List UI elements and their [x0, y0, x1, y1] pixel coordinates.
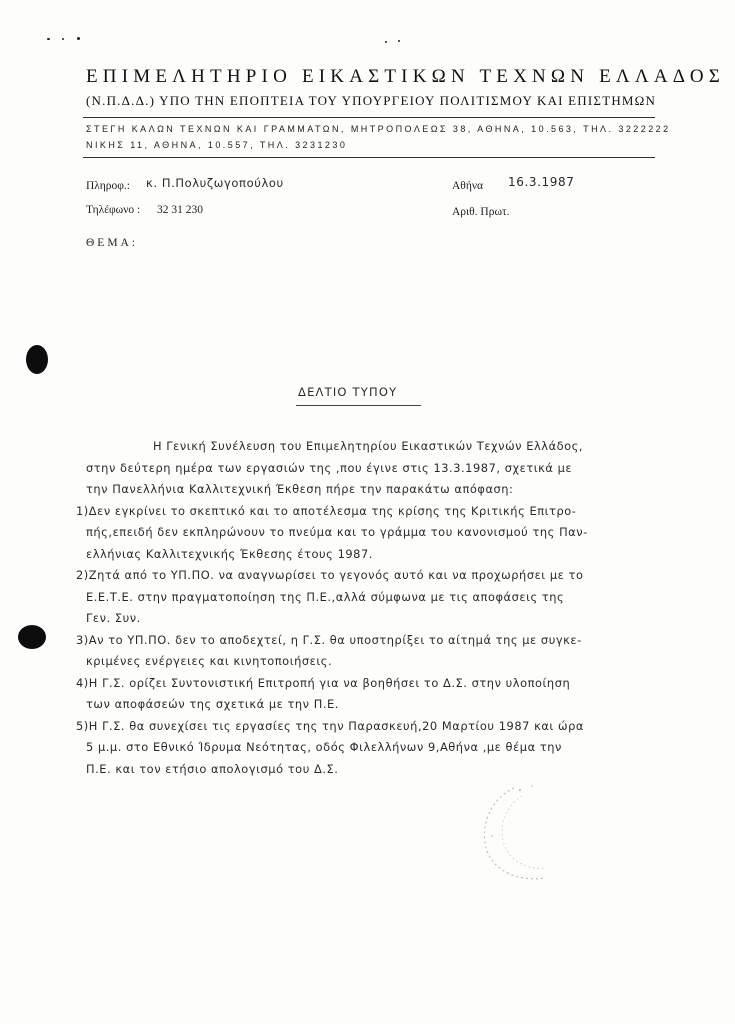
scan-speck	[385, 41, 387, 43]
decision-item-1-line: 1)Δεν εγκρίνει το σκεπτικό και το αποτέλεσμα της κρίσης της Κριτικής Επιτρο-	[76, 503, 577, 518]
press-release-body	[76, 436, 666, 780]
decision-item-2-line: 2)Ζητά από το ΥΠ.ΠΟ. να αναγνωρίσει το γεγονός αυτό και να προχωρήσει με το	[76, 568, 584, 582]
decision-item-4-line: των αποφάσεών της σχετικά με την Π.Ε.	[86, 697, 339, 711]
decision-item-5-line: 5 μ.μ. στο Εθνικό Ίδρυμα Νεότητας, οδός Φιλελλήνων 9,Αθήνα ,με θέμα την	[86, 740, 562, 754]
place-label: Αθήνα	[452, 180, 484, 192]
address-line-2: ΝΙΚΗΣ 11, ΑΘΗΝΑ, 10.557, ΤΗΛ. 3231230	[86, 140, 348, 150]
punch-hole	[18, 625, 46, 649]
intro-line: την Πανελλήνια Καλλιτεχνική Έκθεση πήρε την παρακάτω απόφαση:	[86, 482, 514, 496]
address-line-1: ΣΤΕΓΗ ΚΑΛΩΝ ΤΕΧΝΩΝ ΚΑΙ ΓΡΑΜΜΑΤΩΝ, ΜΗΤΡΟΠΟΛΕΩΣ 38, ΑΘΗΝΑ, 10.563, ΤΗΛ. 3222222	[86, 124, 671, 134]
letterhead-rule	[83, 117, 655, 118]
decision-item-3-line: κριμένες ενέργειες και κινητοποιήσεις.	[86, 654, 333, 668]
heading-underline	[296, 405, 421, 406]
scan-speck	[398, 40, 400, 42]
protocol-label: Αριθ. Πρωτ.	[452, 206, 510, 218]
decision-item-4-line: 4)Η Γ.Σ. ορίζει Συντονιστική Επιτροπή για να βοηθήσει το Δ.Σ. στην υλοποίηση	[76, 675, 571, 690]
faint-stamp	[462, 778, 612, 888]
press-release-heading: ΔΕΛΤΙΟ ΤΥΠΟΥ	[298, 385, 398, 399]
punch-hole	[26, 345, 48, 374]
info-value: κ. Π.Πολυζωγοπούλου	[146, 176, 284, 190]
scan-speck	[77, 37, 80, 40]
intro-line: Η Γενική Συνέλευση του Επιμελητηρίου Εικαστικών Τεχνών Ελλάδος,	[153, 439, 584, 453]
phone-value: 32 31 230	[157, 204, 203, 216]
decision-item-3-line: 3)Αν το ΥΠ.ΠΟ. δεν το αποδεχτεί, η Γ.Σ. θα υποστηρίξει το αίτημά της με συγκε-	[76, 632, 582, 647]
decision-item-1-line: ελλήνιας Καλλιτεχνικής Έκθεσης έτους 1987.	[86, 546, 373, 561]
decision-item-2-line: Γεν. Συν.	[86, 611, 141, 625]
scan-speck	[47, 38, 50, 40]
decision-item-2-line: Ε.Ε.Τ.Ε. στην πραγματοποίηση της Π.Ε.,αλλά σύμφωνα με τις αποφάσεις της	[86, 589, 565, 604]
decision-item-5-line: Π.Ε. και τον ετήσιο απολογισμό του Δ.Σ.	[86, 761, 339, 776]
phone-label: Τηλέφωνο :	[86, 204, 141, 216]
address-rule	[83, 157, 655, 158]
decision-item-1-line: πής,επειδή δεν εκπληρώνουν το πνεύμα και το γράμμα του κανονισμού της Παν-	[86, 525, 588, 539]
letterhead-title: ΕΠΙΜΕΛΗΤΗΡΙΟ ΕΙΚΑΣΤΙΚΩΝ ΤΕΧΝΩΝ ΕΛΛΑΔΟΣ	[86, 66, 726, 87]
intro-line: στην δεύτερη ημέρα των εργασιών της ,που έγινε στις 13.3.1987, σχετικά με	[86, 460, 573, 475]
date-value: 16.3.1987	[508, 175, 575, 189]
subject-label: ΘΕΜΑ:	[86, 237, 139, 249]
decision-item-5-line: 5)Η Γ.Σ. θα συνεχίσει τις εργασίες της την Παρασκευή,20 Μαρτίου 1987 και ώρα	[76, 718, 584, 733]
letterhead-subtitle: (Ν.Π.Δ.Δ.) ΥΠΟ ΤΗΝ ΕΠΟΠΤΕΙΑ ΤΟΥ ΥΠΟΥΡΓΕΙΟΥ ΠΟΛΙΤΙΣΜΟΥ ΚΑΙ ΕΠΙΣΤΗΜΩΝ	[86, 93, 657, 108]
scan-speck	[62, 38, 64, 40]
info-label: Πληροφ.:	[86, 180, 130, 192]
